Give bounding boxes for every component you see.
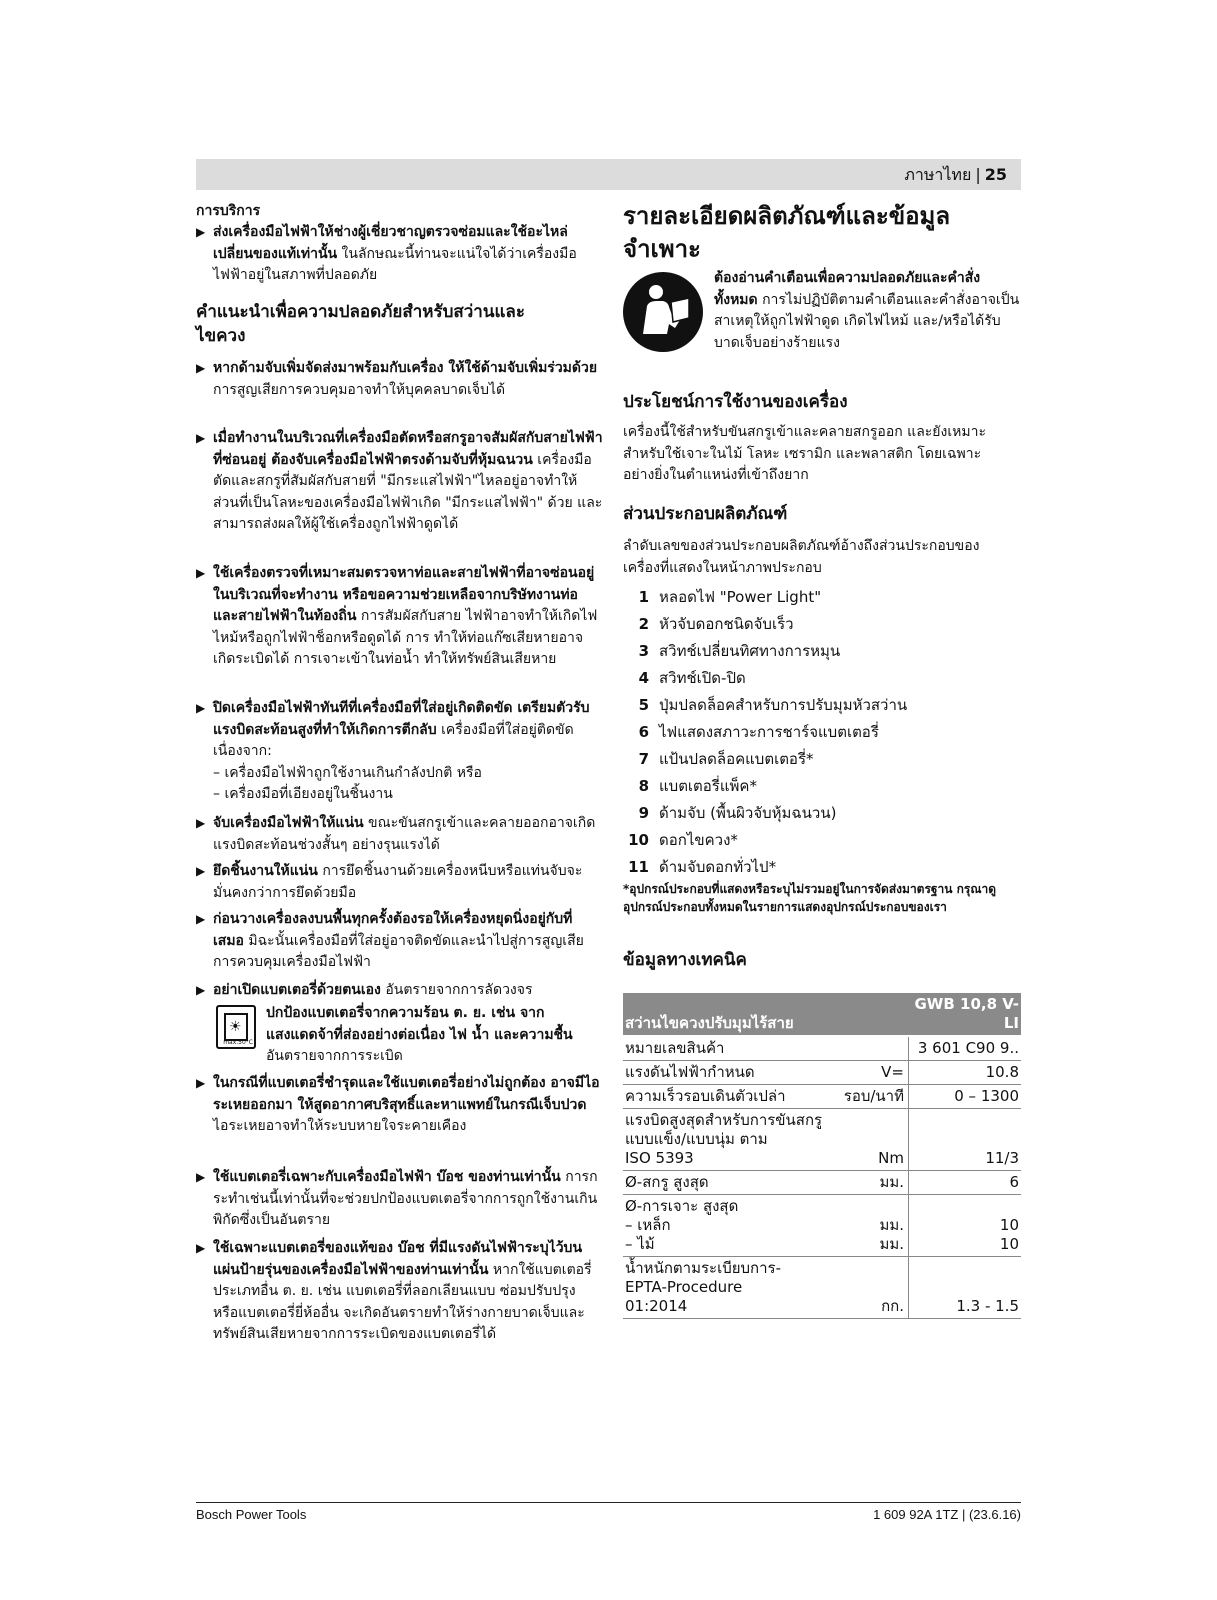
safety-bullet-7: ▶ ก่อนวางเครื่องลงบนพื้นทุกครั้งต้องรอให้เครื่องหยุดนิ่งอยู่กับที่เสมอ มิฉะนั้นเครื่องมือที่ใส่อยู่อาจติดขัดและนำไปสู่การสูญเสียการควบคุมเครื่องมือไฟฟ้า — [196, 911, 584, 970]
component-number: 2 — [638, 614, 649, 633]
safety-bullet-10: ▶ ใช้แบตเตอรี่เฉพาะกับเครื่องมือไฟฟ้า บ๊อช ของท่านเท่านั้น การกระทำเช่นนี้เท่านั้นที่จะช่วยปกป้องแบตเตอรี่จากการถูกใช้งานเกินพิกัดซึ่งเป็นอันตราย — [196, 1169, 598, 1228]
component-number: 5 — [638, 695, 649, 714]
service-bullet: ▶ ส่งเครื่องมือไฟฟ้าให้ช่างผู้เชี่ยวชาญตรวจซ่อมและใช้อะไหล่เปลี่ยนของแท้เท่านั้น ในลักษณะนี้ท่านจะแน่ใจได้ว่าเครื่องมือไฟฟ้าอยู่ในสภาพที่ปลอดภัย — [196, 224, 577, 283]
row-value: 11/3 — [909, 1109, 1022, 1171]
component-number: 4 — [638, 668, 649, 687]
component-number: 9 — [638, 803, 649, 822]
list-item — [623, 691, 1021, 718]
row-unit — [832, 1036, 909, 1061]
list-item — [623, 772, 1021, 799]
component-label: สวิทช์เปิด-ปิด — [659, 668, 746, 687]
safety-warning-text: ต้องอ่านคำเตือนเพื่อความปลอดภัยและคำสั่งทั้งหมด การไม่ปฏิบัติตามคำเตือนและคำสั่งอาจเป็นสาเหตุให้ถูกไฟฟ้าดูด เกิดไฟไหม้ และ/หรือได้รับบาดเจ็บอย่างร้ายแรง — [714, 270, 1020, 351]
row-value: 1.3 - 1.5 — [909, 1257, 1022, 1319]
list-item — [623, 745, 1021, 772]
service-heading: การบริการ — [196, 203, 261, 219]
bullet-4-dash-2: – เครื่องมือที่เอียงอยู่ในชิ้นงาน — [213, 786, 393, 802]
row-value: 10 10 — [909, 1195, 1022, 1257]
components-heading: ส่วนประกอบผลิตภัณฑ์ — [623, 504, 788, 524]
safety-bullet-1: ▶ หากด้ามจับเพิ่มจัดส่งมาพร้อมกับเครื่อง ให้ใช้ด้ามจับเพิ่มร่วมด้วย การสูญเสียการควบคุมอาจทำให้บุคคลบาดเจ็บได้ — [196, 360, 598, 398]
table-row — [623, 1061, 1021, 1085]
component-number: 8 — [638, 776, 649, 795]
component-label: ดอกไขควง* — [659, 830, 738, 849]
safety-bullet-8: ▶ อย่าเปิดแบตเตอรี่ด้วยตนเอง อันตรายจากการลัดวงจร — [196, 982, 533, 998]
tech-heading: ข้อมูลทางเทคนิค — [623, 950, 747, 970]
row-unit: Nm — [832, 1109, 909, 1171]
safety-bullet-4: ▶ ปิดเครื่องมือไฟฟ้าทันทีที่เครื่องมือที่ใส่อยู่เกิดติดขัด เตรียมตัวรับแรงบิดสะท้อนสูงที่ทำให้เกิดการตีกลับ เครื่องมือที่ใส่อยู่ติดขัดเนื่องจาก: – เครื่องมือไฟฟ้าถูกใช้งานเกินกำลังปกติ หรือ – เครื่องมือที่เอียงอยู่ในชิ้นงาน — [196, 698, 603, 806]
row-label: แรงดันไฟฟ้ากำหนด — [623, 1061, 832, 1085]
components-note: *อุปกรณ์ประกอบที่แสดงหรือระบุไม่รวมอยู่ในการจัดส่งมาตรฐาน กรุณาดูอุปกรณ์ประกอบทั้งหมดในรายการแสดงอุปกรณ์ประกอบของเรา — [623, 882, 997, 914]
safety-bullet-11: ▶ ใช้เฉพาะแบตเตอรี่ของแท้ของ บ๊อช ที่มีแรงดันไฟฟ้าระบุไว้บนแผ่นป้ายรุ่นของเครื่องมือไฟฟ้าของท่านเท่านั้น หากใช้แบตเตอรี่ประเภทอื่น ต. ย. เช่น แบตเตอรี่ที่ลอกเลียนแบบ ซ่อมปรับปรุง หรือแบตเตอรี่ยี่ห้ออื่น จะเกิดอันตรายทำให้ร่างกายบาดเจ็บและทรัพย์สินเสียหายจากการระเบิดของแบตเตอรี่ได้ — [196, 1240, 592, 1342]
battery-heat-warning: ปกป้องแบตเตอรี่จากความร้อน ต. ย. เช่น จากแสงแดดจ้าที่ส่องอย่างต่อเนื่อง ไฟ น้ำ และความชื้น อันตรายจากการระเบิด — [266, 1005, 573, 1064]
footer-divider — [196, 1502, 1021, 1503]
list-item — [623, 799, 1021, 826]
row-label: แรงบิดสูงสุดสำหรับการขันสกรูแบบแข็ง/แบบนุ่ม ตาม ISO 5393 — [623, 1109, 832, 1171]
component-number: 1 — [638, 587, 649, 606]
bullet-4-dash-1: – เครื่องมือไฟฟ้าถูกใช้งานเกินกำลังปกติ หรือ — [213, 764, 482, 781]
component-label: แบตเตอรี่แพ็ค* — [659, 776, 757, 795]
table-row — [623, 1036, 1021, 1061]
page-number: 25 — [984, 165, 1007, 184]
row-unit: กก. — [832, 1257, 909, 1319]
row-label: Ø-สกรู สูงสุด — [623, 1171, 832, 1195]
battery-heat-warning-icon: ☀ max.50°C — [216, 1005, 256, 1049]
footer-doc-number: 1 609 92A 1TZ | (23.6.16) — [873, 1507, 1021, 1522]
table-row-screw — [623, 1171, 1021, 1195]
components-list — [623, 583, 1021, 880]
footer-brand: Bosch Power Tools — [196, 1507, 307, 1522]
list-item — [623, 583, 1021, 610]
safety-bullet-5: ▶ จับเครื่องมือไฟฟ้าให้แน่น ขณะขันสกรูเข้าและคลายออกอาจเกิดแรงบิดสะท้อนช่วงสั้นๆ อย่างรุนแรงได้ — [196, 815, 596, 853]
row-value: 3 601 C90 9.. — [909, 1036, 1022, 1061]
header-text: ภาษาไทย | 25 — [904, 165, 1007, 184]
table-header-label: สว่านไขควงปรับมุมไร้สาย — [623, 993, 909, 1036]
list-item — [623, 826, 1021, 853]
list-item — [623, 853, 1021, 880]
component-label: ไฟแสดงสภาวะการชาร์จแบตเตอรี่ — [659, 722, 879, 741]
component-number: 7 — [638, 749, 649, 768]
safety-bullet-3: ▶ ใช้เครื่องตรวจที่เหมาะสมตรวจหาท่อและสายไฟฟ้าที่อาจซ่อนอยู่ในบริเวณที่จะทำงาน หรือขอความช่วยเหลือจากบริษัทงานท่อและสายไฟฟ้าในท้องถิ่น การสัมผัสกับสาย ไฟฟ้าอาจทำให้เกิดไฟไหม้หรือถูกไฟฟ้าช็อกหรือดูดได้ การ ทำให้ท่อแก๊ซเสียหายอาจเกิดระเบิดได้ การเจาะเข้าในท่อน้ำ ทำให้ทรัพย์สินเสียหาย — [196, 565, 598, 667]
component-label: ด้ามจับดอกทั่วไป* — [659, 857, 777, 876]
header-language: ภาษาไทย — [904, 165, 972, 184]
table-header-row — [623, 993, 1021, 1036]
row-unit: รอบ/นาที — [832, 1085, 909, 1109]
main-heading: รายละเอียดผลิตภัณฑ์และข้อมูลจำเพาะ — [623, 202, 951, 263]
component-number: 11 — [628, 857, 649, 876]
row-unit: V= — [832, 1061, 909, 1085]
table-header-model: GWB 10,8 V-LI — [909, 993, 1022, 1036]
components-intro: ลำดับเลขของส่วนประกอบผลิตภัณฑ์อ้างถึงส่วนประกอบของเครื่องที่แสดงในหน้าภาพประกอบ — [623, 538, 980, 576]
use-heading: ประโยชน์การใช้งานของเครื่อง — [623, 392, 848, 412]
component-label: หัวจับดอกชนิดจับเร็ว — [659, 614, 794, 633]
page-header — [196, 159, 1021, 190]
list-item — [623, 664, 1021, 691]
row-unit: มม. — [832, 1171, 909, 1195]
component-number: 6 — [638, 722, 649, 741]
read-manual-icon — [623, 272, 703, 352]
row-value: 6 — [909, 1171, 1022, 1195]
safety-bullet-9: ▶ ในกรณีที่แบตเตอรี่ชำรุดและใช้แบตเตอรี่อย่างไม่ถูกต้อง อาจมีไอระเหยออกมา ให้สูดอากาศบริสุทธิ์และหาแพทย์ในกรณีเจ็บปวด ไอระเหยอาจทำให้ระบบหายใจระคายเคือง — [196, 1075, 600, 1134]
component-label: ด้ามจับ (พื้นผิวจับหุ้มฉนวน) — [659, 803, 837, 822]
row-label: ความเร็วรอบเดินตัวเปล่า — [623, 1085, 832, 1109]
safety-bullet-2: ▶ เมื่อทำงานในบริเวณที่เครื่องมือตัดหรือสกรูอาจสัมผัสกับสายไฟฟ้าที่ซ่อนอยู่ ต้องจับเครื่องมือไฟฟ้าตรงด้ามจับที่หุ้มฉนวน เครื่องมือตัดและสกรูที่สัมผัสกับสายที่ "มีกระแสไฟฟ้า"ไหลอยู่อาจทำให้ส่วนที่เป็นโลหะของเครื่องมือไฟฟ้าเกิด "มีกระแสไฟฟ้า" ด้วย และสามารถส่งผลให้ผู้ใช้เครื่องถูกไฟฟ้าดูดได้ — [196, 430, 603, 532]
use-text: เครื่องนี้ใช้สำหรับขันสกรูเข้าและคลายสกรูออก และยังเหมาะสำหรับใช้เจาะในไม้ โลหะ เซรามิก และพลาสติก โดยเฉพาะอย่างยิ่งในตำแหน่งที่เข้าถึงยาก — [623, 424, 986, 483]
component-number: 3 — [638, 641, 649, 660]
row-label: Ø-การเจาะ สูงสุด – เหล็ก – ไม้ — [623, 1195, 832, 1257]
component-number: 10 — [628, 830, 649, 849]
row-unit: มม. มม. — [832, 1195, 909, 1257]
row-value: 10.8 — [909, 1061, 1022, 1085]
list-item — [623, 637, 1021, 664]
component-label: ปุ่มปลดล็อคสำหรับการปรับมุมหัวสว่าน — [659, 695, 908, 714]
table-row-weight — [623, 1257, 1021, 1319]
tech-data-table — [623, 993, 1021, 1319]
safety-heading: คำแนะนำเพื่อความปลอดภัยสำหรับสว่านและไขควง — [196, 302, 525, 346]
component-label: หลอดไฟ "Power Light" — [659, 587, 822, 606]
component-label: แป้นปลดล็อคแบตเตอรี่* — [659, 749, 814, 768]
list-item — [623, 610, 1021, 637]
table-row-torque — [623, 1109, 1021, 1171]
row-label: หมายเลขสินค้า — [623, 1036, 832, 1061]
component-label: สวิทช์เปลี่ยนทิศทางการหมุน — [659, 641, 841, 660]
safety-bullet-6: ▶ ยึดชิ้นงานให้แน่น การยึดชิ้นงานด้วยเครื่องหนีบหรือแท่นจับจะมั่นคงกว่าการยึดด้วยมือ — [196, 863, 583, 901]
row-value: 0 – 1300 — [909, 1085, 1022, 1109]
table-row — [623, 1085, 1021, 1109]
list-item — [623, 718, 1021, 745]
table-row-drill — [623, 1195, 1021, 1257]
row-label: น้ำหนักตามระเบียบการ- EPTA-Procedure 01:2014 — [623, 1257, 832, 1319]
